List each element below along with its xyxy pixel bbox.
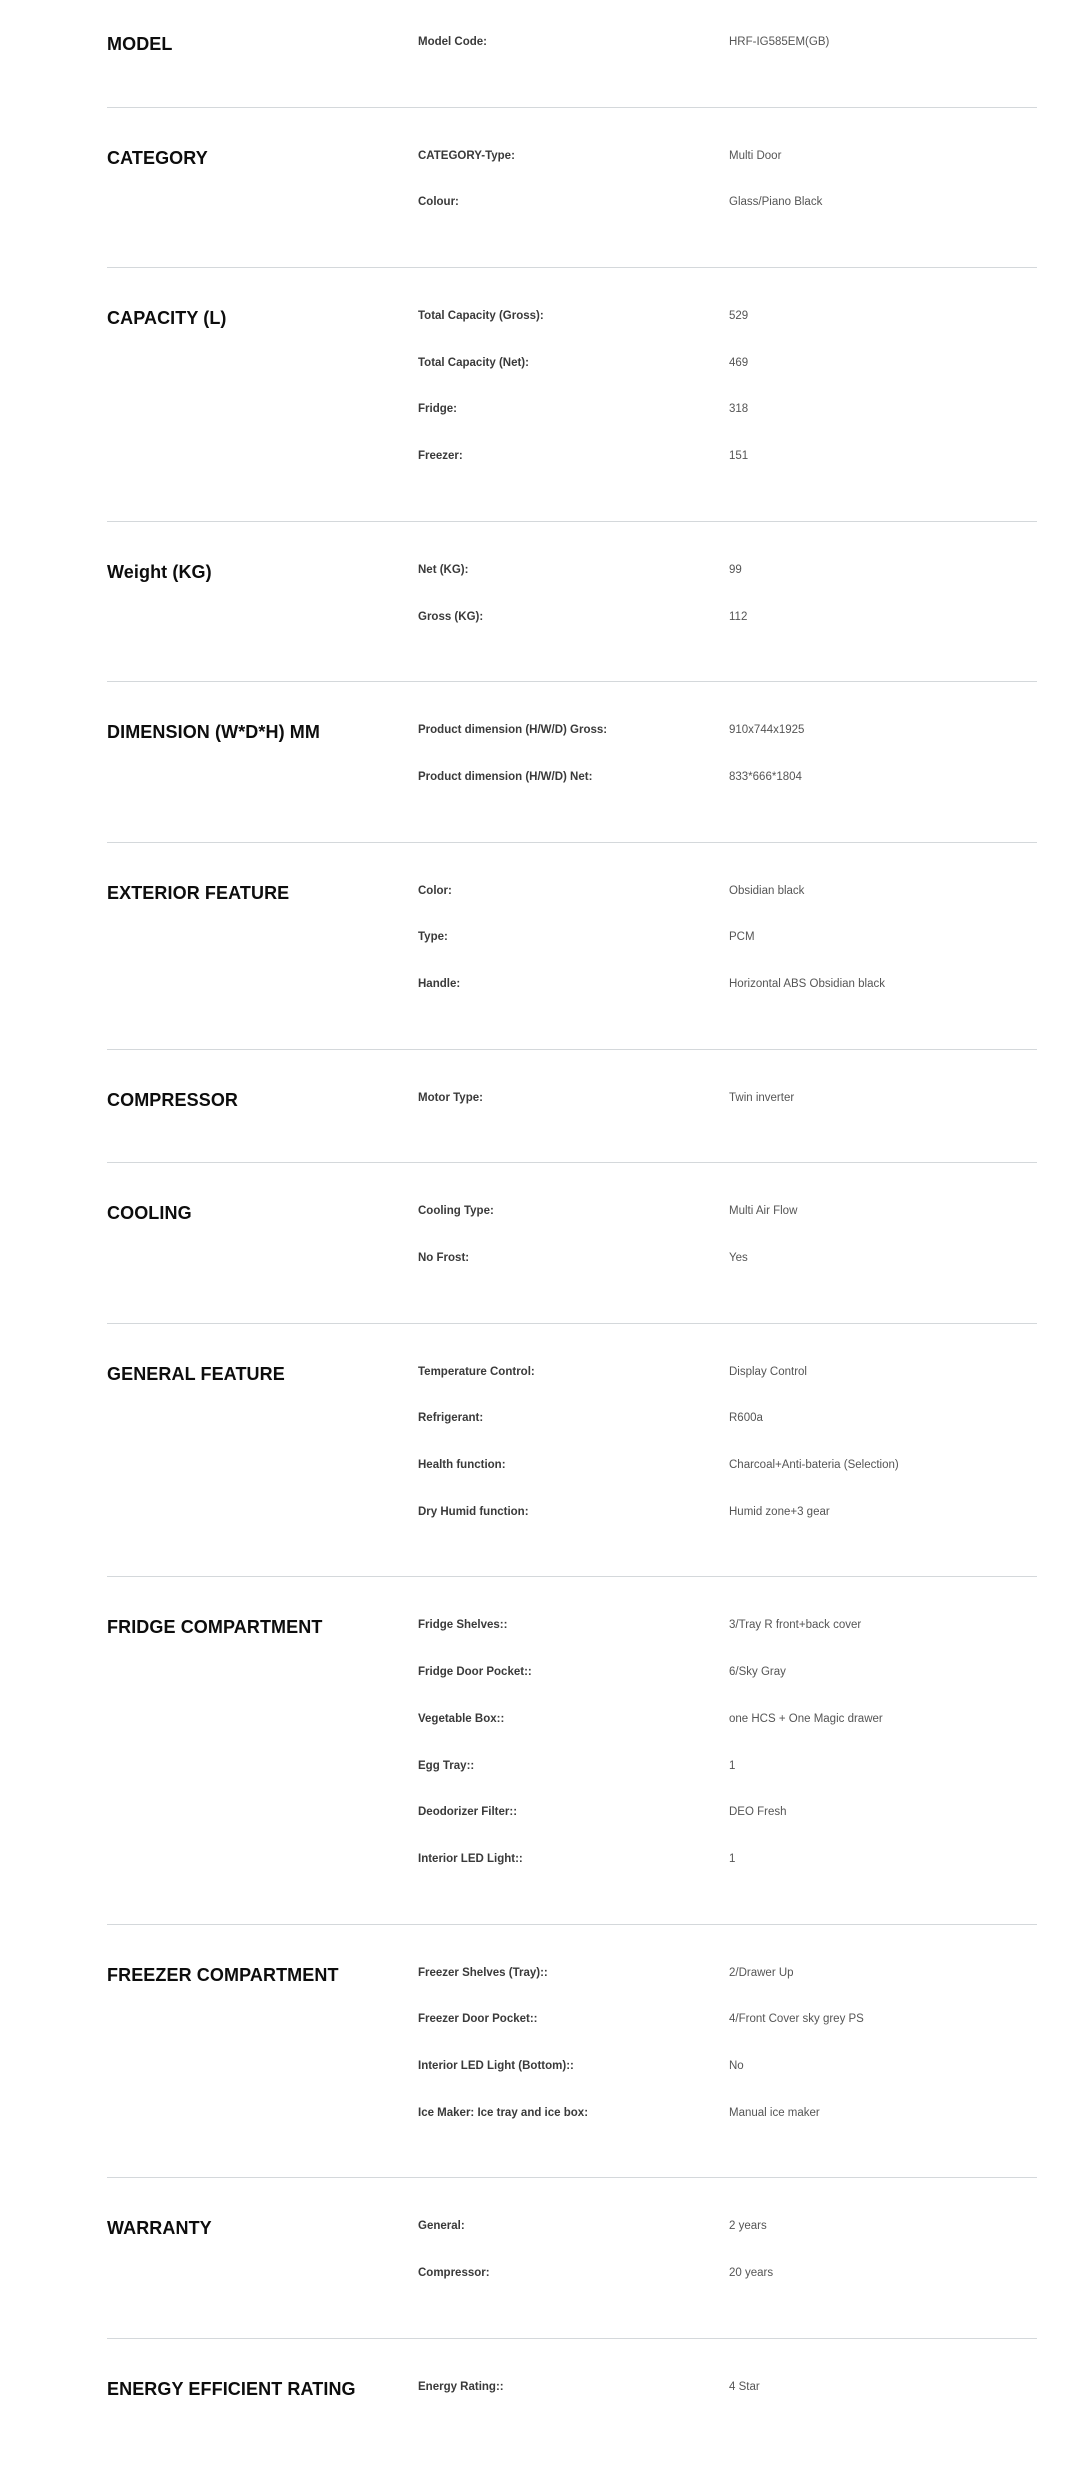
spec-row [418,448,1037,495]
spec-rows [418,1965,1037,2152]
spec-value: 4/Front Cover sky grey PS [729,2013,864,2026]
specifications-list [107,0,1037,2451]
section-title: COOLING [107,1203,192,1224]
spec-label: Total Capacity (Net): [418,356,529,369]
spec-section-cooling [107,1163,1037,1323]
spec-row [418,883,1037,930]
section-title: COMPRESSOR [107,1089,239,1110]
spec-label: Motor Type: [418,1091,483,1104]
spec-value: 20 years [729,2267,774,2279]
spec-row [418,769,1037,816]
spec-section-warranty [107,2178,1037,2338]
spec-section-freezer-compartment [107,1925,1037,2179]
spec-section-capacity [107,268,1037,522]
spec-value: 469 [729,356,749,369]
spec-row [418,2218,1037,2265]
section-title: CATEGORY [107,147,208,168]
spec-row [418,355,1037,402]
spec-row [418,1457,1037,1504]
spec-value: Manual ice maker [729,2106,820,2119]
spec-label: Net (KG): [418,563,469,576]
spec-value: R600a [729,1412,763,1425]
spec-section-exterior-feature [107,843,1037,1050]
spec-label: Fridge Door Pocket:: [418,1666,532,1679]
spec-value: Multi Air Flow [729,1205,798,1218]
spec-row [418,1965,1037,2012]
spec-value: 4 Star [729,2380,760,2393]
spec-value: Charcoal+Anti-bateria (Selection) [729,1459,899,1472]
spec-label: Type: [418,931,448,944]
spec-row [418,722,1037,769]
spec-row [418,1851,1037,1898]
spec-row [418,34,1037,81]
spec-label: Energy Rating:: [418,2380,504,2393]
spec-row [418,1617,1037,1664]
spec-value: Humid zone+3 gear [729,1505,830,1518]
spec-value: DEO Fresh [729,1806,787,1819]
spec-rows [418,2218,1037,2311]
spec-rows [418,34,1037,81]
section-title: EXTERIOR FEATURE [107,882,290,903]
spec-row [418,929,1037,976]
spec-value: PCM [729,931,755,944]
spec-value: 1 [729,1852,736,1865]
spec-row [418,1203,1037,1250]
spec-value: one HCS + One Magic drawer [729,1712,883,1725]
spec-row [418,2011,1037,2058]
spec-label: Handle: [418,977,461,990]
section-title: ENERGY EFFICIENT RATING [107,2378,356,2399]
spec-section-fridge-compartment [107,1577,1037,1924]
spec-section-model [107,20,1037,108]
spec-value: Obsidian black [729,884,805,897]
spec-value: Horizontal ABS Obsidian black [729,977,885,990]
spec-row [418,2379,1037,2426]
spec-value: Display Control [729,1365,807,1378]
spec-label: Deodorizer Filter:: [418,1806,518,1819]
spec-row [418,1758,1037,1805]
section-title: DIMENSION (W*D*H) MM [107,722,320,743]
spec-label: CATEGORY-Type: [418,149,515,162]
spec-label: Health function: [418,1459,506,1472]
spec-row [418,1250,1037,1297]
section-title: FRIDGE COMPARTMENT [107,1617,323,1638]
section-title: FREEZER COMPARTMENT [107,1964,339,1985]
spec-value: Multi Door [729,149,782,162]
spec-label: Colour: [418,196,459,209]
spec-row [418,148,1037,195]
section-title: CAPACITY (L) [107,308,227,329]
spec-section-weight [107,522,1037,682]
spec-value: Yes [729,1252,748,1264]
spec-section-dimension [107,682,1037,842]
spec-label: Freezer Door Pocket:: [418,2013,538,2026]
spec-value: 318 [729,403,749,416]
spec-value: 2/Drawer Up [729,1966,794,1979]
spec-value: HRF-IG585EM(GB) [729,36,830,48]
spec-row [418,1504,1037,1551]
spec-label: Dry Humid function: [418,1505,529,1518]
spec-value: 6/Sky Gray [729,1666,786,1679]
spec-label: Freezer Shelves (Tray):: [418,1966,548,1979]
spec-rows [418,308,1037,495]
spec-row [418,609,1037,656]
spec-row [418,1711,1037,1758]
spec-section-category [107,108,1037,268]
spec-rows [418,883,1037,1023]
spec-value: 151 [729,450,749,463]
spec-value: 833*666*1804 [729,770,802,783]
spec-row [418,2265,1037,2312]
spec-label: Refrigerant: [418,1412,484,1425]
spec-label: Cooling Type: [418,1205,494,1218]
spec-section-compressor [107,1050,1037,1164]
spec-rows [418,1364,1037,1551]
spec-rows [418,722,1037,815]
spec-row [418,1804,1037,1851]
spec-label: Model Code: [418,36,487,48]
spec-rows [418,148,1037,241]
spec-label: Freezer: [418,450,463,463]
spec-row [418,1664,1037,1711]
spec-label: Total Capacity (Gross): [418,310,544,323]
spec-rows [418,1617,1037,1897]
section-title: MODEL [107,34,173,54]
section-title: GENERAL FEATURE [107,1363,285,1384]
spec-label: No Frost: [418,1252,470,1264]
spec-label: Interior LED Light:: [418,1852,523,1865]
spec-value: 99 [729,563,742,576]
spec-label: General: [418,2220,465,2233]
spec-value: 112 [729,610,748,623]
spec-section-general-feature [107,1324,1037,1578]
spec-label: Gross (KG): [418,610,484,623]
spec-label: Product dimension (H/W/D) Net: [418,770,593,783]
spec-row [418,976,1037,1023]
spec-label: Fridge: [418,403,457,416]
spec-label: Compressor: [418,2267,490,2279]
spec-row [418,194,1037,241]
spec-label: Egg Tray:: [418,1759,475,1772]
spec-row [418,401,1037,448]
spec-row [418,1410,1037,1457]
spec-rows [418,562,1037,655]
spec-value: 3/Tray R front+back cover [729,1619,862,1632]
spec-row [418,1364,1037,1411]
spec-row [418,2058,1037,2105]
spec-label: Interior LED Light (Bottom):: [418,2059,574,2072]
spec-label: Fridge Shelves:: [418,1619,508,1632]
spec-rows [418,1090,1037,1137]
spec-section-energy-efficient-rating [107,2339,1037,2452]
spec-row [418,562,1037,609]
spec-label: Vegetable Box:: [418,1712,505,1725]
spec-rows [418,1203,1037,1296]
spec-row [418,308,1037,355]
spec-row [418,2105,1037,2152]
spec-rows [418,2379,1037,2426]
spec-value: 1 [729,1759,736,1772]
spec-value: No [729,2059,744,2072]
spec-row [418,1090,1037,1137]
spec-value: 529 [729,310,749,323]
section-title: Weight (KG) [107,561,212,582]
section-title: WARRANTY [107,2218,212,2239]
spec-value: 910x744x1925 [729,724,805,737]
spec-label: Product dimension (H/W/D) Gross: [418,724,608,737]
spec-label: Ice Maker: Ice tray and ice box: [418,2106,589,2119]
spec-label: Color: [418,884,452,897]
spec-label: Temperature Control: [418,1365,535,1378]
spec-value: 2 years [729,2220,767,2233]
spec-value: Twin inverter [729,1091,795,1104]
spec-value: Glass/Piano Black [729,196,823,209]
